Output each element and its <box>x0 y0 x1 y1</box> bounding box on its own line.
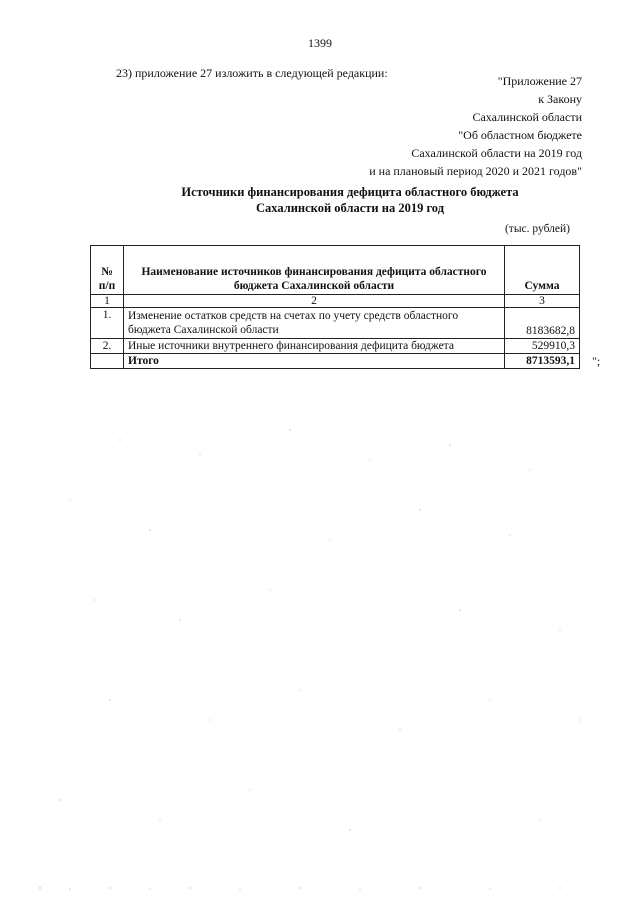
appendix-line: "Об областном бюджете <box>458 128 582 142</box>
appendix-line: "Приложение 27 <box>497 74 582 88</box>
total-sum: 8713593,1 <box>505 354 580 369</box>
amendment-intro: 23) приложение 27 изложить в следующей редакции: <box>116 66 388 80</box>
row-name: Иные источники внутреннего финансирования дефицита бюджета <box>124 339 505 354</box>
column-number: 3 <box>505 295 580 308</box>
row-name: Изменение остатков средств на счетах по учету средств областного бюджета Сахалинской области <box>124 308 505 339</box>
column-number: 2 <box>124 295 505 308</box>
appendix-line: Сахалинской области <box>472 110 582 124</box>
title-line: Сахалинской области на 2019 год <box>255 201 445 215</box>
header-num: № п/п <box>91 246 124 295</box>
row-sum: 8183682,8 <box>505 308 580 339</box>
appendix-line: Сахалинской области на 2019 год <box>411 146 582 160</box>
title-line: Источники финансирования дефицита областного бюджета <box>181 185 519 199</box>
row-sum: 529910,3 <box>505 339 580 354</box>
header-name: Наименование источников финансирования дефицита областного бюджета Сахалинской области <box>124 246 505 295</box>
row-num: 1. <box>91 308 124 339</box>
appendix-line: и на плановый период 2020 и 2021 годов" <box>369 164 582 178</box>
column-number: 1 <box>91 295 124 308</box>
header-sum: Сумма <box>505 246 580 295</box>
units-label: (тыс. рублей) <box>504 223 570 235</box>
page-number: 1399 <box>308 36 332 50</box>
closing-quote-mark: "; <box>592 354 601 368</box>
appendix-line: к Закону <box>538 92 582 106</box>
total-label: Итого <box>124 354 505 369</box>
row-num: 2. <box>91 339 124 354</box>
